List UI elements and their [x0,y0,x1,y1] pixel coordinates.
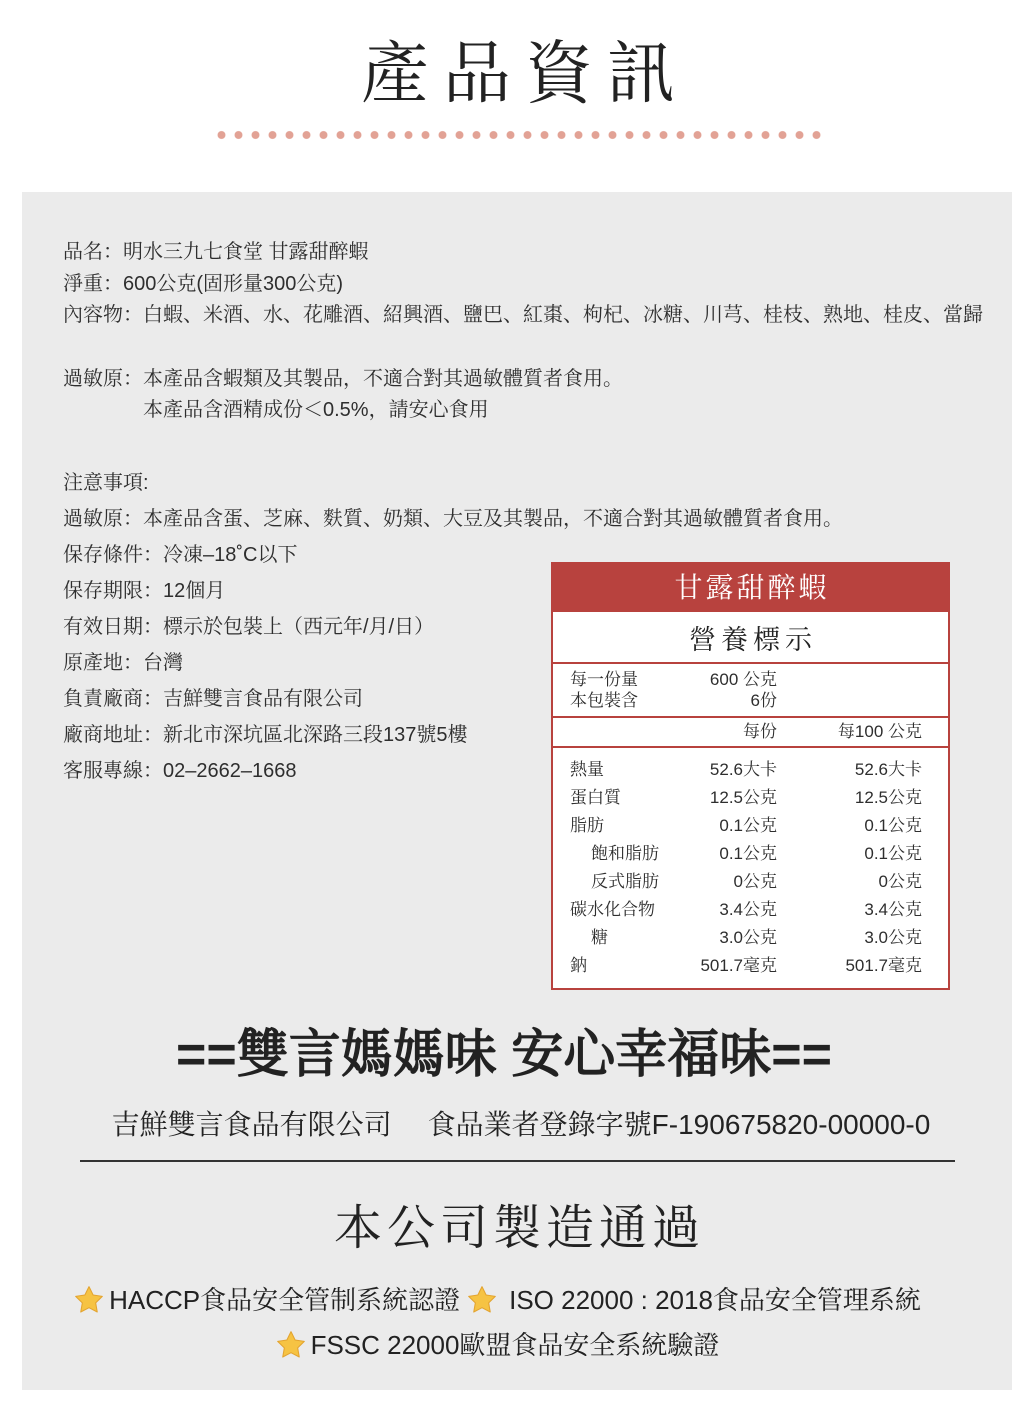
row-empty [777,690,922,711]
per-100g-header: 每100 公克 [837,722,922,741]
certifications-heading: 本公司製造通過 [333,1200,705,1256]
row-label: 每一份量 [570,670,638,689]
info-value: 明水三九七食堂 甘露甜醉蝦 [123,241,369,263]
per-100g-value: 0.1公克 [864,844,922,863]
precaution-allergen [63,501,843,537]
info-value: 本產品含蛋、芝麻、麩質、奶類、大豆及其製品，不適合對其過敏體質者食用。 [143,508,843,530]
info-value: 600公克(固形量300公克) [123,272,344,295]
per-serving-value: 3.0公克 [719,928,777,947]
star-icon [466,1284,498,1316]
nutrient-label: 熱量 [570,760,604,779]
brand-slogan: ==雙言媽媽味 安心幸福味== [176,1026,832,1084]
per-serving-value: 52.6大卡 [709,760,777,779]
column-header-row [553,718,948,746]
row-empty [570,718,680,746]
info-value: 02–2662–1668 [163,760,297,782]
precautions-heading: 注意事項: [63,472,149,494]
info-panel [22,192,1012,1390]
star-icon [275,1329,307,1361]
certification-fssc22000: FSSC 22000歐盟食品安全系統驗證 [310,1330,720,1360]
nutrient-label: 糖 [591,928,608,947]
certification-haccp: HACCP食品安全管制系統認證 [109,1285,461,1315]
info-label: 客服專線： [63,760,163,782]
net-weight-line [63,269,983,301]
nutrient-label: 反式脂肪 [591,872,659,891]
per-serving-header: 每份 [743,722,777,741]
nutrient-row [553,868,948,896]
ingredients-line [63,300,983,332]
nutrient-row [553,756,948,784]
servings-per-pack-row [553,690,948,711]
nutrient-label: 蛋白質 [570,788,621,807]
nutrient-label: 鈉 [570,956,587,975]
info-value: 吉鮮雙言食品有限公司 [163,688,363,710]
nutrition-product-name: 甘露甜醉蝦 [553,564,948,612]
product-name-line [63,237,983,269]
per-serving-value: 0公克 [733,872,777,891]
info-label: 負責廠商： [63,688,163,710]
info-value: 新北市深坑區北深路三段137號5樓 [163,724,468,746]
nutrient-row [553,784,948,812]
serving-info [553,664,948,718]
page-title: 產品資訊 [360,35,689,114]
info-value: 白蝦、米酒、水、花雕酒、紹興酒、鹽巴、紅棗、枸杞、冰糖、川芎、桂枝、熟地、桂皮、當歸 [143,304,983,326]
info-value: 12個月 [163,580,226,602]
per-serving-value: 12.5公克 [709,788,777,807]
nutrition-title: 營養標示 [553,612,948,664]
company-name: 吉鮮雙言食品有限公司 [111,1109,392,1140]
certifications-line [22,1282,972,1318]
per-100g-value: 3.4公克 [864,900,922,919]
nutrient-rows [553,748,948,980]
nutrient-row [553,812,948,840]
certification-iso22000: ISO 22000 : 2018食品安全管理系統 [509,1285,921,1315]
per-100g-value: 501.7毫克 [845,956,922,975]
allergen-lines [143,364,623,426]
nutrient-label: 碳水化合物 [570,900,655,919]
column-headers [553,718,948,748]
serving-size-row [553,669,948,690]
info-label: 淨重： [63,272,123,295]
row-value: 600 公克 [709,670,777,689]
nutrient-row [553,896,948,924]
info-label: 品名： [63,241,123,263]
row-empty [777,669,922,690]
allergen-notice [63,364,623,426]
registration-number: 食品業者登錄字號F-190675820-00000-0 [427,1109,931,1140]
info-label: 內容物： [63,304,143,326]
nutrient-row [553,840,948,868]
info-value: 冷凍–18˚C以下 [163,544,298,566]
nutrient-label: 飽和脂肪 [591,844,659,863]
info-label: 保存條件： [63,544,163,566]
allergen-line: 本產品含酒精成份＜0.5%，請安心食用 [143,399,489,421]
per-serving-value: 3.4公克 [719,900,777,919]
nutrition-label [551,562,950,990]
info-label: 保存期限： [63,580,163,602]
info-label: 過敏原： [63,508,143,530]
info-value: 台灣 [143,652,183,674]
nutrient-label: 脂肪 [570,816,604,835]
per-100g-value: 12.5公克 [854,788,922,807]
company-registration-line [32,1107,1010,1143]
certifications-line [22,1327,972,1363]
dotted-divider [213,130,825,140]
info-value: 標示於包裝上（西元年/月/日） [163,616,435,638]
per-serving-value: 0.1公克 [719,844,777,863]
per-serving-value: 501.7毫克 [700,956,777,975]
allergen-line: 本產品含蝦類及其製品，不適合對其過敏體質者食用。 [143,368,623,390]
info-label: 廠商地址： [63,724,163,746]
per-100g-value: 0公克 [878,872,922,891]
info-label: 原產地： [63,652,143,674]
per-100g-value: 0.1公克 [864,816,922,835]
row-value: 6份 [750,691,777,710]
nutrient-row [553,952,948,980]
per-100g-value: 3.0公克 [864,928,922,947]
section-divider [80,1160,955,1162]
star-icon [73,1284,105,1316]
allergen-label: 過敏原： [63,368,143,390]
per-serving-value: 0.1公克 [719,816,777,835]
per-100g-value: 52.6大卡 [854,760,922,779]
row-label: 本包裝含 [570,691,638,710]
nutrient-row [553,924,948,952]
info-label: 有效日期： [63,616,163,638]
product-basic-info [63,237,983,332]
